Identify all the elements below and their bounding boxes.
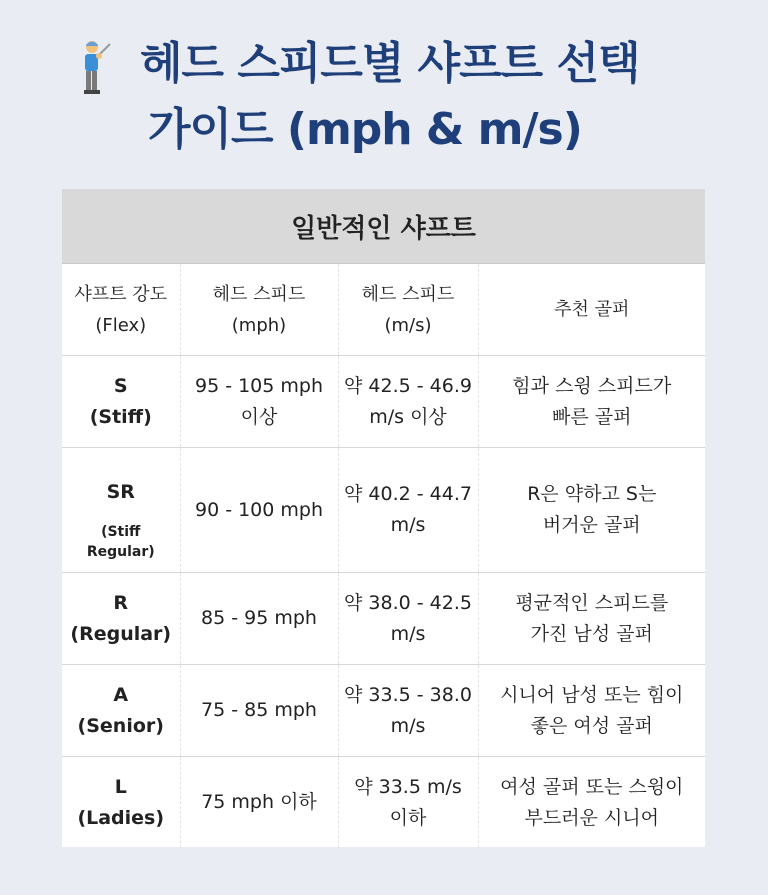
mph-line2: 이상 (240, 405, 278, 428)
flex-cell (62, 356, 180, 448)
mph-cell (180, 356, 338, 448)
flex-name: L (114, 775, 127, 798)
ms-line1: 약 33.5 m/s (354, 775, 462, 798)
page-title-line2: 가이드 (mph & m/s) (148, 104, 582, 155)
ms-line2: m/s (390, 622, 426, 645)
golfer-line2: 버거운 골퍼 (542, 514, 641, 536)
flex-name: A (113, 683, 129, 706)
golfer-line2: 부드러운 시니어 (524, 806, 660, 829)
mph-cell (180, 757, 338, 849)
table-row (62, 665, 705, 757)
table-row (62, 573, 705, 665)
page-title-line1: 헤드 스피드별 샤프트 선택 (140, 38, 640, 89)
ms-line1: 약 42.5 - 46.9 (344, 374, 472, 397)
flex-sub: (Ladies) (77, 806, 165, 829)
header-ms-line1: 헤드 스피드 (361, 283, 455, 305)
flex-sub: (Senior) (77, 714, 164, 737)
mph-cell (180, 448, 338, 573)
golfer-cell (478, 665, 705, 757)
ms-line1: 약 38.0 - 42.5 (344, 591, 472, 614)
golfer-line1: 시니어 남성 또는 힘이 (500, 683, 684, 706)
flex-cell (62, 448, 180, 573)
mph-line1: 95 - 105 mph (194, 374, 324, 397)
mph-line1: 75 mph 이하 (201, 791, 317, 813)
golfer-line1: 평균적인 스피드를 (515, 591, 669, 614)
table-caption: 일반적인 샤프트 (62, 189, 705, 264)
mph-line1: 90 - 100 mph (194, 498, 324, 521)
golfer-line1: 여성 골퍼 또는 스윙이 (500, 775, 684, 798)
golfer-cell (478, 573, 705, 665)
header-cell-mph (180, 264, 338, 356)
flex-cell (62, 573, 180, 665)
mph-cell (180, 573, 338, 665)
mph-line1: 85 - 95 mph (201, 607, 317, 629)
header-golfer-line1: 추천 골퍼 (554, 299, 630, 320)
mph-line1: 75 - 85 mph (201, 699, 317, 721)
flex-name: R (113, 591, 129, 614)
ms-cell (338, 356, 478, 448)
flex-sub: (Regular) (70, 622, 172, 645)
golfer-line2: 빠른 골퍼 (552, 405, 632, 428)
golfer-line2: 좋은 여성 골퍼 (530, 714, 653, 737)
flex-name: S (113, 374, 128, 397)
flex-name: SR (106, 480, 135, 503)
ms-cell (338, 757, 478, 849)
ms-line1: 약 33.5 - 38.0 (344, 683, 472, 706)
header-flex-line1: 샤프트 강도 (74, 283, 168, 305)
header-mph-line2: (mph) (231, 314, 287, 336)
ms-cell (338, 448, 478, 573)
flex-sub: (Stiff) (89, 405, 152, 428)
shaft-guide-table (62, 189, 705, 847)
table-row (62, 356, 705, 448)
ms-line2: m/s (390, 714, 426, 737)
ms-cell (338, 573, 478, 665)
ms-line2: m/s (390, 514, 426, 536)
flex-cell (62, 757, 180, 849)
header-cell-ms (338, 264, 478, 356)
ms-line1: 약 40.2 - 44.7 (344, 483, 472, 505)
golfer-cell (478, 448, 705, 573)
header-ms-line2: (m/s) (384, 314, 432, 336)
table-row (62, 757, 705, 849)
flex-cell (62, 665, 180, 757)
golfer-cell (478, 356, 705, 448)
table-header-row (62, 264, 705, 356)
ms-line2: 이하 (389, 806, 427, 829)
mph-cell (180, 665, 338, 757)
header-flex-line2: (Flex) (95, 314, 147, 336)
header-cell-flex (62, 264, 180, 356)
golfer-line1: R은 약하고 S는 (527, 483, 657, 505)
golfer-cell (478, 757, 705, 849)
table-row (62, 448, 705, 573)
header-cell-golfer (478, 264, 705, 356)
ms-cell (338, 665, 478, 757)
header-mph-line1: 헤드 스피드 (212, 283, 306, 305)
golfer-line2: 가진 남성 골퍼 (530, 622, 653, 645)
flex-sub: (Stiff Regular) (86, 523, 155, 560)
ms-line2: m/s 이상 (369, 405, 447, 428)
golfer-line1: 힘과 스윙 스피드가 (512, 374, 672, 397)
golfer-icon (72, 38, 116, 98)
